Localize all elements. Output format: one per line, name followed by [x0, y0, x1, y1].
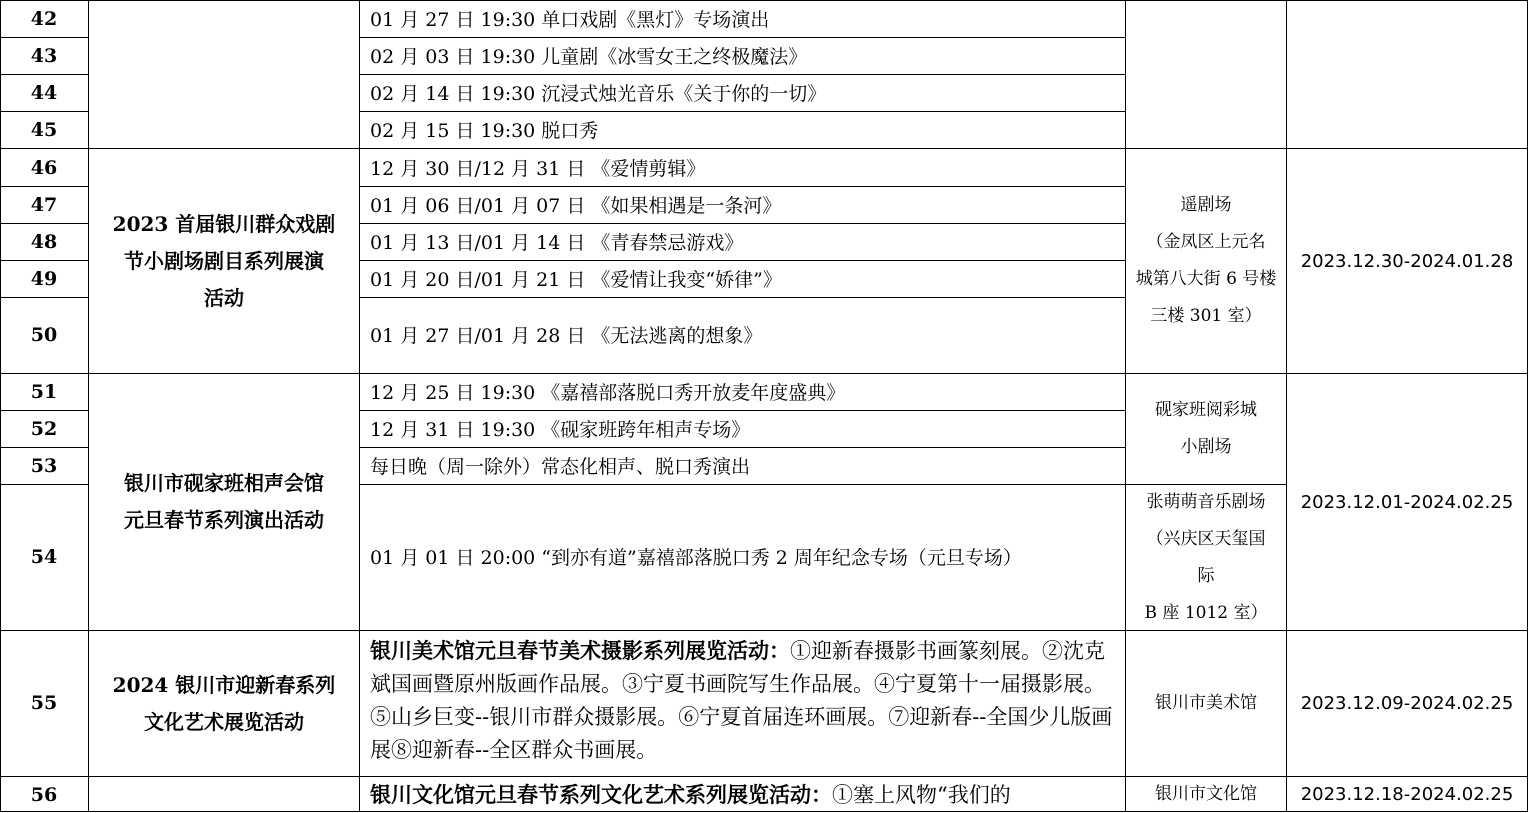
row-divider: [0, 447, 89, 448]
venue-line: B 座 1012 室）: [1144, 602, 1268, 623]
event-description: 每日晚（周一除外）常态化相声、脱口秀演出: [370, 456, 751, 478]
row-number: 50: [30, 324, 58, 346]
row-divider: [359, 186, 1126, 187]
event-description: 02 月 03 日 19:30 儿童剧《冰雪女王之终极魔法》: [370, 46, 808, 68]
exhibition-title: 银川文化馆元旦春节系列文化艺术系列展览活动：: [370, 782, 832, 807]
activity-name-cell: [89, 149, 359, 373]
row-divider: [359, 74, 1126, 75]
venue-line: 城第八大街 6 号楼: [1135, 269, 1277, 289]
row-divider: [0, 111, 89, 112]
venue-line: 三楼 301 室）: [1150, 306, 1262, 326]
venue-name: 银川市文化馆: [1155, 783, 1257, 804]
date-range: 2023.12.09-2024.02.25: [1300, 693, 1514, 714]
event-description: 12 月 31 日 19:30 《砚家班跨年相声专场》: [370, 419, 751, 441]
venue-line: 张萌萌音乐剧场: [1146, 491, 1266, 512]
row-number: 48: [30, 231, 58, 253]
event-description: 01 月 20 日/01 月 21 日 《爱情让我变“娇律”》: [370, 269, 782, 291]
venue-cell: [1126, 374, 1286, 484]
event-description: 01 月 13 日/01 月 14 日 《青春禁忌游戏》: [370, 232, 744, 254]
column-divider: [359, 0, 360, 812]
row-number: 44: [30, 82, 58, 104]
row-number: 54: [30, 546, 58, 568]
date-range: 2023.12.30-2024.01.28: [1300, 250, 1514, 272]
event-description: 12 月 30 日/12 月 31 日 《爱情剪辑》: [370, 158, 706, 180]
row-number: 55: [30, 692, 58, 714]
event-description: 01 月 06 日/01 月 07 日 《如果相遇是一条河》: [370, 195, 782, 217]
row-divider: [359, 260, 1126, 261]
activity-name-line: 2024 银川市迎新春系列: [112, 672, 336, 697]
row-number: 45: [30, 119, 58, 141]
row-number: 52: [30, 418, 58, 440]
activity-name-line: 节小剧场剧目系列展演: [123, 248, 324, 273]
venue-line: （金凤区上元名: [1146, 232, 1266, 252]
row-divider: [359, 37, 1126, 38]
event-description: 12 月 25 日 19:30 《嘉禧部落脱口秀开放麦年度盛典》: [370, 382, 846, 404]
row-divider: [0, 74, 89, 75]
row-number: 51: [30, 381, 58, 403]
event-description: 02 月 15 日 19:30 脱口秀: [370, 120, 599, 142]
exhibition-list: ①塞上风物“我们的: [832, 783, 1011, 807]
exhibition-description: [370, 634, 1115, 767]
venue-cell: [1126, 485, 1286, 630]
venue-line: 际: [1197, 565, 1215, 586]
row-divider: [0, 223, 89, 224]
activity-name-cell: [89, 374, 359, 630]
venue-line: 小剧场: [1180, 437, 1232, 457]
activity-name-line: 元旦春节系列演出活动: [124, 508, 324, 532]
row-number: 49: [30, 268, 58, 290]
event-description: 01 月 01 日 20:00 “到亦有道”嘉禧部落脱口秀 2 周年纪念专场（元旦专场）: [370, 547, 1022, 569]
row-number: 43: [30, 45, 58, 67]
row-divider: [0, 0, 1528, 1]
row-divider: [0, 410, 89, 411]
row-divider: [0, 484, 89, 485]
row-number: 46: [30, 157, 58, 179]
activity-name-line: 2023 首届银川群众戏剧: [112, 211, 336, 236]
venue-name: 银川市美术馆: [1155, 693, 1257, 713]
exhibition-list: ①迎新春摄影书画篆刻展。②沈克斌国画暨原州版画作品展。③宁夏书画院写生作品展。④宁夏第十一届摄影展。⑤山乡巨变--银川市群众摄影展。⑥宁夏首届连环画展。⑦迎新春--全国少儿版画展⑧迎新春--全区群众书画展。: [370, 639, 1113, 762]
activity-name-line: 活动: [203, 285, 244, 310]
event-description: 01 月 27 日/01 月 28 日 《无法逃离的想象》: [370, 325, 763, 347]
row-divider: [359, 410, 1126, 411]
row-divider: [0, 260, 89, 261]
activity-name-cell: [89, 631, 359, 776]
date-range: 2023.12.01-2024.02.25: [1300, 491, 1514, 513]
row-divider: [0, 186, 89, 187]
venue-line: 遥剧场: [1180, 195, 1232, 215]
venue-cell: [1126, 149, 1286, 373]
activity-name-line: 文化艺术展览活动: [143, 709, 304, 734]
row-divider: [359, 111, 1126, 112]
table-border-right: [1527, 0, 1528, 812]
row-number: 53: [30, 455, 58, 477]
row-divider: [0, 37, 89, 38]
row-divider: [0, 297, 89, 298]
event-description: 02 月 14 日 19:30 沉浸式烛光音乐《关于你的一切》: [370, 83, 827, 105]
row-divider: [359, 447, 1126, 448]
exhibition-description: [370, 778, 1120, 811]
event-description: 01 月 27 日 19:30 单口戏剧《黑灯》专场演出: [370, 9, 770, 31]
date-range: 2023.12.18-2024.02.25: [1300, 783, 1514, 805]
row-number: 42: [30, 8, 58, 30]
row-divider: [359, 297, 1126, 298]
activity-name-line: 银川市砚家班相声会馆: [124, 471, 324, 495]
venue-line: （兴庆区天玺国: [1146, 528, 1266, 549]
venue-line: 砚家班阅彩城: [1155, 400, 1257, 420]
row-number: 56: [30, 784, 58, 806]
exhibition-title: 银川美术馆元旦春节美术摄影系列展览活动：: [370, 638, 790, 663]
row-divider: [359, 223, 1126, 224]
row-number: 47: [30, 194, 58, 216]
